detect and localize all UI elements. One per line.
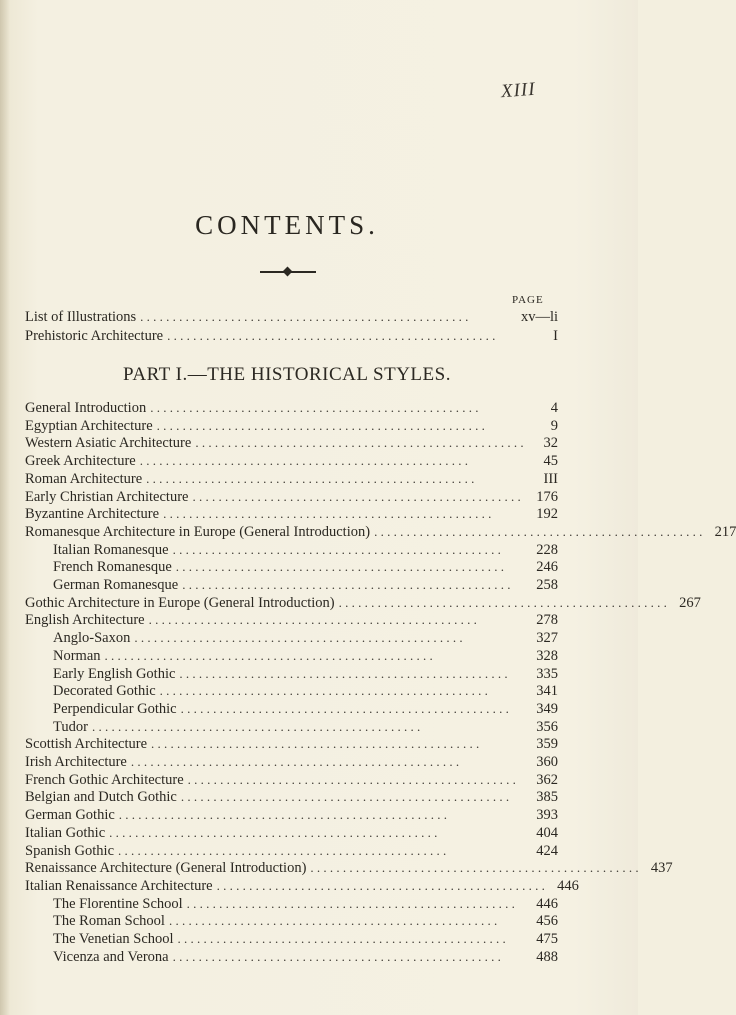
dot-leader: . . . . . . . . . . . . . . . . . . . . . . . . . . . . . . . . . . . . . . . . . . . . . . . . . . . — [91, 718, 421, 734]
toc-entry — [25, 594, 701, 613]
toc-entry-title: The Roman School — [53, 913, 165, 930]
toc-entry-title: Greek Architecture — [25, 453, 136, 470]
toc-entry — [53, 896, 558, 914]
toc-entry-page: 32 — [543, 435, 558, 452]
toc-entry — [25, 309, 558, 327]
toc-entry — [25, 489, 558, 507]
dot-leader: . . . . . . . . . . . . . . . . . . . . . . . . . . . . . . . . . . . . . . . . . . . . . . . . . . . — [163, 506, 492, 522]
toc-entry — [25, 612, 558, 630]
dot-leader: . . . . . . . . . . . . . . . . . . . . . . . . . . . . . . . . . . . . . . . . . . . . . . . . . . . — [139, 453, 468, 469]
toc-entry-page: 341 — [536, 683, 558, 700]
toc-entry — [25, 843, 558, 861]
toc-entry-title: Romanesque Architecture in Europe (General Introduction) — [25, 523, 371, 540]
toc-entry-page: 488 — [536, 948, 558, 965]
page-column-heading: PAGE — [512, 294, 544, 306]
dot-leader: . . . . . . . . . . . . . . . . . . . . . . . . . . . . . . . . . . . . . . . . . . . . . . . . . . . — [118, 842, 447, 858]
toc-entry-page: 9 — [550, 417, 558, 434]
toc-entry-title: Prehistoric Architecture — [25, 328, 164, 344]
toc-entry — [25, 418, 558, 436]
toc-entry — [53, 542, 558, 560]
toc-entry-page: 385 — [536, 789, 558, 806]
toc-entry-title: Irish Architecture — [25, 754, 127, 770]
toc-entry-page: 356 — [536, 718, 558, 735]
dot-leader: . . . . . . . . . . . . . . . . . . . . . . . . . . . . . . . . . . . . . . . . . . . . . . . . . . . — [180, 700, 509, 716]
toc-entry-title: Western Asiatic Architecture — [25, 435, 192, 452]
dot-leader: . . . . . . . . . . . . . . . . . . . . . . . . . . . . . . . . . . . . . . . . . . . . . . . . . . . — [172, 541, 501, 557]
toc-entry — [25, 736, 558, 754]
part-heading: PART I.—THE HISTORICAL STYLES. — [123, 364, 451, 385]
toc-entry — [25, 453, 558, 471]
toc-entry-page: 475 — [536, 931, 558, 947]
toc-entry-page: 437 — [650, 860, 673, 877]
toc-entry — [25, 523, 736, 542]
toc-entry — [25, 877, 579, 896]
dot-leader: . . . . . . . . . . . . . . . . . . . . . . . . . . . . . . . . . . . . . . . . . . . . . . . . . . . — [168, 913, 498, 929]
toc-entry — [53, 949, 558, 967]
toc-entry-title: Anglo-Saxon — [53, 630, 131, 647]
toc-entry-page: 456 — [536, 913, 558, 930]
dot-leader: . . . . . . . . . . . . . . . . . . . . . . . . . . . . . . . . . . . . . . . . . . . . . . . . . . . — [140, 309, 469, 324]
toc-entry-title: Vicenza and Verona — [53, 948, 169, 965]
toc-entry-page: 393 — [536, 807, 558, 824]
toc-entry-page: 246 — [536, 559, 558, 576]
shelfmark: XIII — [500, 78, 537, 103]
toc-entry-page: 267 — [679, 594, 701, 611]
toc-entry-page: 359 — [536, 736, 558, 753]
dot-leader: . . . . . . . . . . . . . . . . . . . . . . . . . . . . . . . . . . . . . . . . . . . . . . . . . . . — [182, 577, 511, 592]
toc-entry — [25, 506, 558, 524]
toc-entry-title: The Venetian School — [53, 931, 174, 947]
toc-entry — [53, 648, 558, 666]
toc-entry-title: Scottish Architecture — [25, 736, 148, 753]
toc-entry-page: 4 — [550, 400, 558, 416]
dot-leader: . . . . . . . . . . . . . . . . . . . . . . . . . . . . . . . . . . . . . . . . . . . . . . . . . . . — [310, 860, 639, 876]
toc-entry-title: German Gothic — [25, 807, 115, 824]
toc-entry-title: Norman — [53, 647, 101, 664]
page-title: CONTENTS. — [195, 210, 379, 240]
dot-leader: . . . . . . . . . . . . . . . . . . . . . . . . . . . . . . . . . . . . . . . . . . . . . . . . . . . — [338, 594, 667, 610]
toc-entry — [25, 789, 558, 807]
toc-entry — [53, 913, 558, 931]
toc-entry-page: 362 — [536, 771, 558, 788]
toc-entry-page: 360 — [536, 754, 558, 770]
dot-leader: . . . . . . . . . . . . . . . . . . . . . . . . . . . . . . . . . . . . . . . . . . . . . . . . . . . — [167, 328, 496, 343]
toc-entry-title: Early Christian Architecture — [25, 488, 189, 505]
dot-leader: . . . . . . . . . . . . . . . . . . . . . . . . . . . . . . . . . . . . . . . . . . . . . . . . . . . — [118, 807, 448, 823]
toc-entry-page: 404 — [536, 824, 558, 841]
toc-entry-title: The Florentine School — [53, 895, 183, 912]
toc-entry — [53, 630, 558, 648]
ornament-rule — [260, 271, 316, 273]
toc-entry-title: Perpendicular Gothic — [53, 700, 177, 717]
toc-entry-page: 349 — [536, 700, 558, 717]
dot-leader: . . . . . . . . . . . . . . . . . . . . . . . . . . . . . . . . . . . . . . . . . . . . . . . . . . . — [146, 470, 475, 486]
toc-entry-page: 278 — [536, 612, 558, 629]
toc-entry-title: Italian Romanesque — [53, 541, 169, 558]
toc-entry-title: List of Illustrations — [25, 309, 137, 325]
toc-entry-page: 446 — [536, 895, 558, 912]
toc-entry-title: Renaissance Architecture (General Introduction) — [25, 860, 307, 877]
toc-entry-page: 192 — [536, 506, 558, 523]
toc-entry-title: Decorated Gothic — [53, 683, 156, 700]
toc-entry-title: Italian Renaissance Architecture — [25, 877, 213, 894]
toc-entry — [25, 772, 558, 790]
toc-entry-page: 335 — [536, 665, 558, 682]
dot-leader: . . . . . . . . . . . . . . . . . . . . . . . . . . . . . . . . . . . . . . . . . . . . . . . . . . . — [172, 948, 501, 964]
toc-entry — [25, 807, 558, 825]
toc-entry-title: French Gothic Architecture — [25, 771, 184, 788]
dot-leader: . . . . . . . . . . . . . . . . . . . . . . . . . . . . . . . . . . . . . . . . . . . . . . . . . . . — [216, 877, 545, 893]
toc-entry-page: 328 — [536, 647, 558, 664]
dot-leader: . . . . . . . . . . . . . . . . . . . . . . . . . . . . . . . . . . . . . . . . . . . . . . . . . . . — [179, 665, 508, 681]
dot-leader: . . . . . . . . . . . . . . . . . . . . . . . . . . . . . . . . . . . . . . . . . . . . . . . . . . . — [192, 488, 521, 504]
toc-entry-page: 45 — [543, 453, 558, 470]
dot-leader: . . . . . . . . . . . . . . . . . . . . . . . . . . . . . . . . . . . . . . . . . . . . . . . . . . . — [148, 612, 477, 628]
toc-entry-title: English Architecture — [25, 612, 145, 629]
toc-entry-title: Italian Gothic — [25, 824, 106, 841]
toc-entry — [25, 825, 558, 843]
toc-entry-title: French Romanesque — [53, 559, 172, 576]
toc-entry-page: 176 — [536, 488, 558, 505]
toc-entry-title: Byzantine Architecture — [25, 506, 160, 523]
toc-entry-page: I — [553, 328, 558, 344]
toc-entry-page: III — [543, 470, 558, 487]
toc-entry-title: German Romanesque — [53, 577, 179, 593]
toc-entry-title: Spanish Gothic — [25, 842, 115, 859]
dot-leader: . . . . . . . . . . . . . . . . . . . . . . . . . . . . . . . . . . . . . . . . . . . . . . . . . . . — [150, 400, 479, 415]
toc-entry — [53, 931, 558, 949]
dot-leader: . . . . . . . . . . . . . . . . . . . . . . . . . . . . . . . . . . . . . . . . . . . . . . . . . . . — [104, 647, 433, 663]
toc-entry-page: xv—li — [520, 309, 558, 325]
toc-entry — [53, 701, 558, 719]
toc-entry-title: Tudor — [53, 718, 88, 735]
dot-leader: . . . . . . . . . . . . . . . . . . . . . . . . . . . . . . . . . . . . . . . . . . . . . . . . . . . — [151, 736, 480, 752]
toc-entry — [53, 666, 558, 684]
toc-entry-title: Gothic Architecture in Europe (General Introduction) — [25, 594, 335, 611]
dot-leader: . . . . . . . . . . . . . . . . . . . . . . . . . . . . . . . . . . . . . . . . . . . . . . . . . . . — [134, 630, 463, 646]
toc-entry-page: 217 — [714, 523, 736, 540]
dot-leader: . . . . . . . . . . . . . . . . . . . . . . . . . . . . . . . . . . . . . . . . . . . . . . . . . . . — [186, 895, 515, 911]
toc-entry-page: 424 — [536, 842, 558, 859]
toc-entry-title: Belgian and Dutch Gothic — [25, 789, 177, 806]
binding-shadow — [0, 0, 10, 1015]
dot-leader: . . . . . . . . . . . . . . . . . . . . . . . . . . . . . . . . . . . . . . . . . . . . . . . . . . . — [159, 683, 488, 699]
dot-leader: . . . . . . . . . . . . . . . . . . . . . . . . . . . . . . . . . . . . . . . . . . . . . . . . . . . — [175, 559, 505, 575]
toc-entry-page: 446 — [557, 877, 579, 894]
toc-entry-title: General Introduction — [25, 400, 147, 416]
toc-entry-title: Egyptian Architecture — [25, 417, 153, 434]
dot-leader: . . . . . . . . . . . . . . . . . . . . . . . . . . . . . . . . . . . . . . . . . . . . . . . . . . . — [109, 824, 438, 840]
toc-entry — [25, 328, 558, 346]
dot-leader: . . . . . . . . . . . . . . . . . . . . . . . . . . . . . . . . . . . . . . . . . . . . . . . . . . . — [374, 523, 703, 539]
dot-leader: . . . . . . . . . . . . . . . . . . . . . . . . . . . . . . . . . . . . . . . . . . . . . . . . . . . — [195, 435, 524, 451]
toc-entry — [25, 400, 558, 418]
toc-entry — [53, 719, 558, 737]
toc-entry — [53, 559, 558, 577]
toc-entry-page: 327 — [536, 630, 558, 647]
toc-entry — [25, 435, 558, 453]
toc-entry — [25, 754, 558, 772]
dot-leader: . . . . . . . . . . . . . . . . . . . . . . . . . . . . . . . . . . . . . . . . . . . . . . . . . . . — [177, 931, 506, 946]
dot-leader: . . . . . . . . . . . . . . . . . . . . . . . . . . . . . . . . . . . . . . . . . . . . . . . . . . . — [180, 789, 510, 805]
toc-entry — [25, 860, 673, 878]
toc-entry — [25, 471, 558, 489]
toc-entry-title: Roman Architecture — [25, 470, 143, 487]
dot-leader: . . . . . . . . . . . . . . . . . . . . . . . . . . . . . . . . . . . . . . . . . . . . . . . . . . . — [130, 754, 460, 769]
toc-entry-page: 258 — [536, 577, 558, 593]
dot-leader: . . . . . . . . . . . . . . . . . . . . . . . . . . . . . . . . . . . . . . . . . . . . . . . . . . . — [187, 771, 516, 787]
dot-leader: . . . . . . . . . . . . . . . . . . . . . . . . . . . . . . . . . . . . . . . . . . . . . . . . . . . — [156, 417, 485, 433]
toc-entry-title: Early English Gothic — [53, 665, 176, 682]
toc-entry — [53, 683, 558, 701]
toc-entry — [53, 577, 558, 595]
toc-entry-page: 228 — [536, 541, 558, 558]
